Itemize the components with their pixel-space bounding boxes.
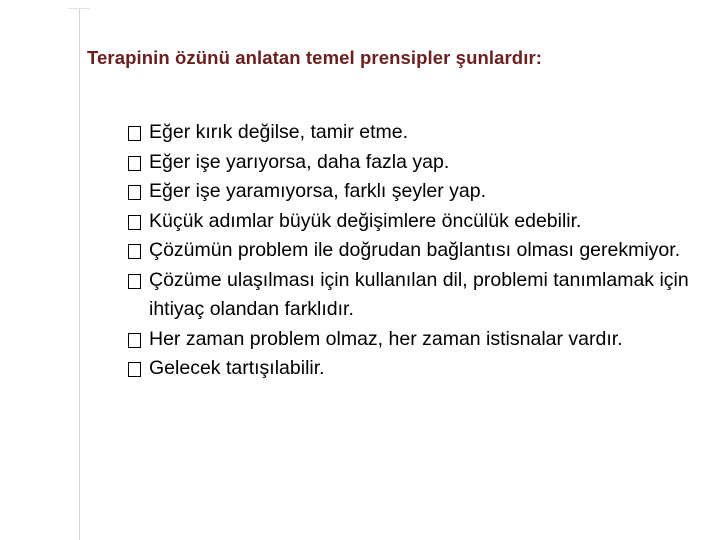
missing-glyph-box-icon [128,274,141,289]
bullet-item [128,207,708,237]
bullet-text: Küçük adımlar büyük değişimlere öncülük edebilir. [149,209,582,232]
bullet-text: Eğer işe yarıyorsa, daha fazla yap. [149,150,450,173]
bullet-list [128,118,708,384]
missing-glyph-box-icon [128,333,141,348]
missing-glyph-box-icon [128,362,141,377]
bullet-text: Eğer işe yaramıyorsa, farklı şeyler yap. [149,180,487,202]
bullet-item [128,325,708,355]
bullet-item [128,148,708,178]
left-rule-divider [79,8,80,540]
bullet-item [128,266,708,325]
bullet-text: Çözümün problem ile doğrudan bağlantısı olması gerekmiyor. [149,239,681,261]
corner-accent-line [68,8,90,9]
bullet-text: Gelecek tartışılabilir. [149,357,325,379]
missing-glyph-box-icon [128,156,141,171]
missing-glyph-box-icon [128,215,141,230]
bullet-text: Çözüme ulaşılması için kullanılan dil, problemi tanımlamak için ihtiyaç olandan farklıdır. [149,268,689,320]
missing-glyph-box-icon [128,185,141,200]
missing-glyph-box-icon [128,244,141,259]
bullet-item [128,118,708,148]
bullet-item [128,177,708,207]
slide-title: Terapinin özünü anlatan temel prensipler şunlardır: [87,47,542,68]
bullet-text: Her zaman problem olmaz, her zaman istisnalar vardır. [149,327,623,350]
bullet-text: Eğer kırık değilse, tamir etme. [149,121,409,143]
bullet-item [128,354,708,384]
bullet-item [128,236,708,266]
missing-glyph-box-icon [128,126,141,141]
